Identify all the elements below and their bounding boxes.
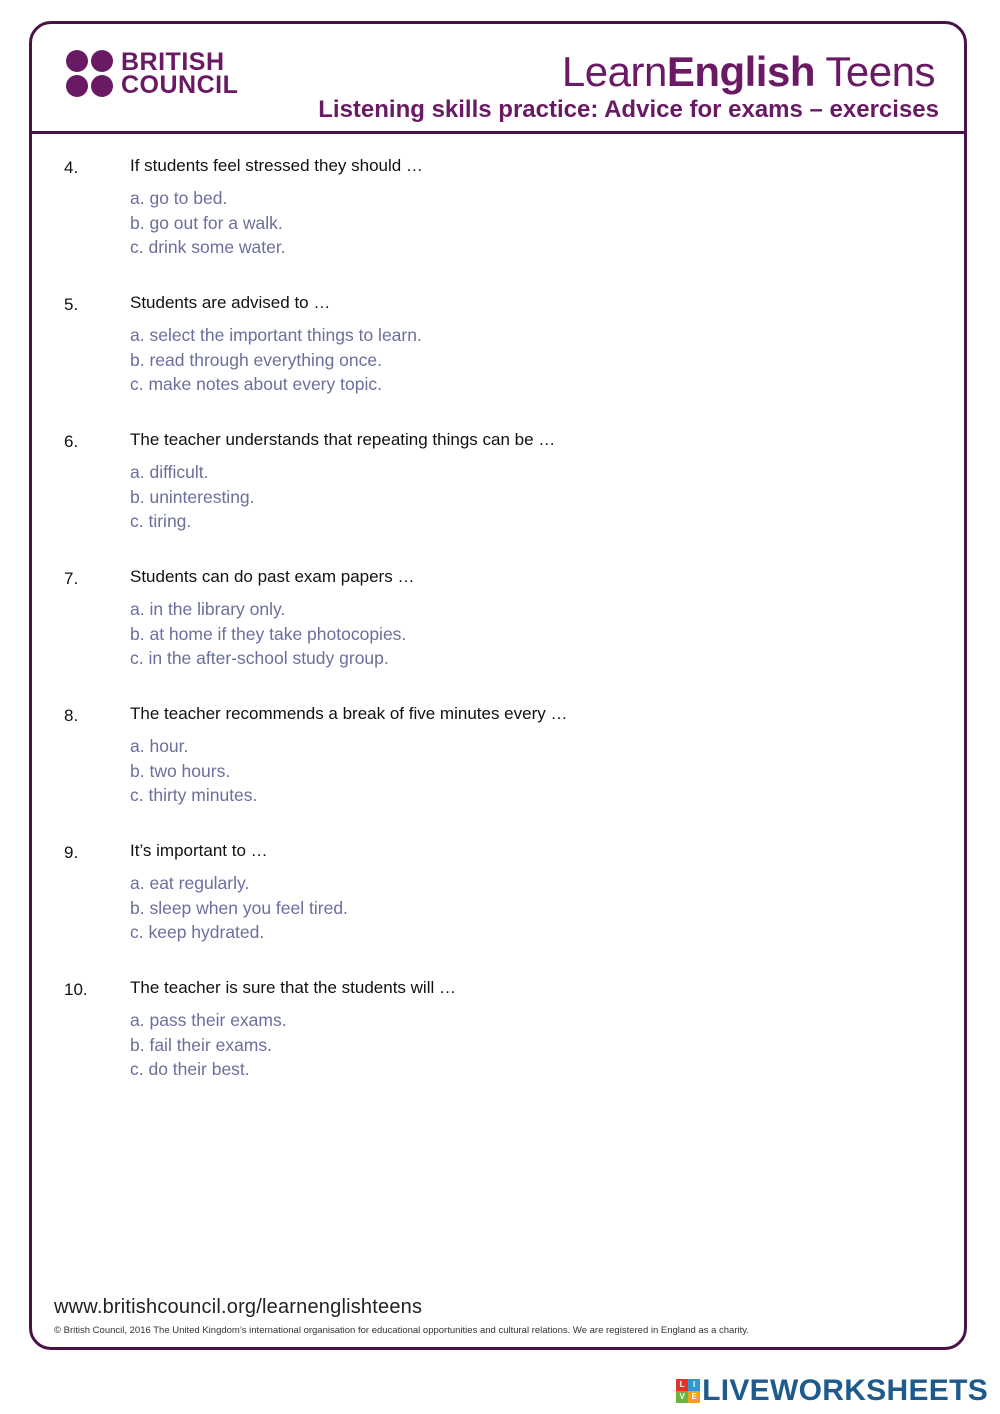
answer-options	[130, 871, 348, 945]
answer-option[interactable]: a. select the important things to learn.	[130, 325, 422, 345]
answer-option[interactable]: c. tiring.	[130, 511, 192, 532]
question-number: 9.	[64, 843, 79, 862]
question-text: The teacher is sure that the students will …	[130, 978, 456, 997]
british-council-dots-icon	[66, 50, 114, 98]
liveworksheets-wordmark: LIVEWORKSHEETS	[702, 1374, 988, 1407]
british-council-wordmark: BRITISH COUNCIL	[121, 48, 239, 99]
answer-option[interactable]: a. eat regularly.	[130, 873, 250, 893]
question-text: The teacher recommends a break of five minutes every …	[130, 704, 568, 723]
answer-option[interactable]: a. go to bed.	[130, 188, 228, 208]
answer-options	[130, 734, 257, 808]
answer-option[interactable]: c. make notes about every topic.	[130, 374, 382, 395]
answer-option[interactable]: c. in the after-school study group.	[130, 648, 389, 669]
liveworksheets-icon	[676, 1379, 700, 1403]
question-text: The teacher understands that repeating things can be …	[130, 430, 556, 449]
answer-option[interactable]: a. in the library only.	[130, 599, 286, 619]
answer-option[interactable]: c. thirty minutes.	[130, 785, 258, 806]
answer-option[interactable]: b. sleep when you feel tired.	[130, 897, 348, 918]
answer-options	[130, 597, 406, 671]
answer-option[interactable]: a. hour.	[130, 736, 189, 756]
question-text: If students feel stressed they should …	[130, 156, 423, 175]
answer-option[interactable]: b. fail their exams.	[130, 1034, 272, 1055]
answer-option[interactable]: b. uninteresting.	[130, 486, 255, 507]
answer-options	[130, 323, 422, 397]
answer-options	[130, 460, 255, 534]
liveworksheets-icon-tile: L	[676, 1379, 688, 1391]
answer-option[interactable]: b. at home if they take photocopies.	[130, 623, 407, 644]
liveworksheets-icon-tile: I	[688, 1379, 700, 1391]
liveworksheets-icon-tile: V	[676, 1391, 688, 1403]
question-text: Students can do past exam papers …	[130, 567, 415, 586]
question-number: 5.	[64, 295, 79, 314]
answer-option[interactable]: c. do their best.	[130, 1059, 250, 1080]
question-text: It’s important to …	[130, 841, 268, 860]
answer-option[interactable]: b. two hours.	[130, 760, 231, 781]
liveworksheets-watermark	[676, 1374, 988, 1408]
learnenglish-teens-logo: LearnEnglish Teens	[561, 48, 935, 95]
answer-options	[130, 186, 286, 260]
answer-option[interactable]: c. keep hydrated.	[130, 922, 265, 943]
question-number: 10.	[64, 980, 88, 999]
question-number: 7.	[64, 569, 79, 588]
footer-copyright: © British Council, 2016 The United Kingdom’s international organisation for educational opportunities and cultural relations. We are registered in England as a charity.	[54, 1325, 749, 1336]
answer-options	[130, 1008, 287, 1082]
footer-url[interactable]: www.britishcouncil.org/learnenglishteens	[54, 1296, 423, 1318]
header-divider	[31, 131, 965, 134]
question-number: 6.	[64, 432, 79, 451]
answer-option[interactable]: a. pass their exams.	[130, 1010, 287, 1030]
question-text: Students are advised to …	[130, 293, 331, 312]
answer-option[interactable]: b. go out for a walk.	[130, 212, 283, 233]
document-title: Listening skills practice: Advice for exams – exercises	[318, 96, 939, 123]
answer-option[interactable]: c. drink some water.	[130, 237, 286, 258]
question-number: 8.	[64, 706, 79, 725]
answer-option[interactable]: a. difficult.	[130, 462, 209, 482]
liveworksheets-icon-tile: E	[688, 1391, 700, 1403]
question-number: 4.	[64, 158, 79, 177]
british-council-logo	[66, 50, 238, 98]
answer-option[interactable]: b. read through everything once.	[130, 349, 382, 370]
